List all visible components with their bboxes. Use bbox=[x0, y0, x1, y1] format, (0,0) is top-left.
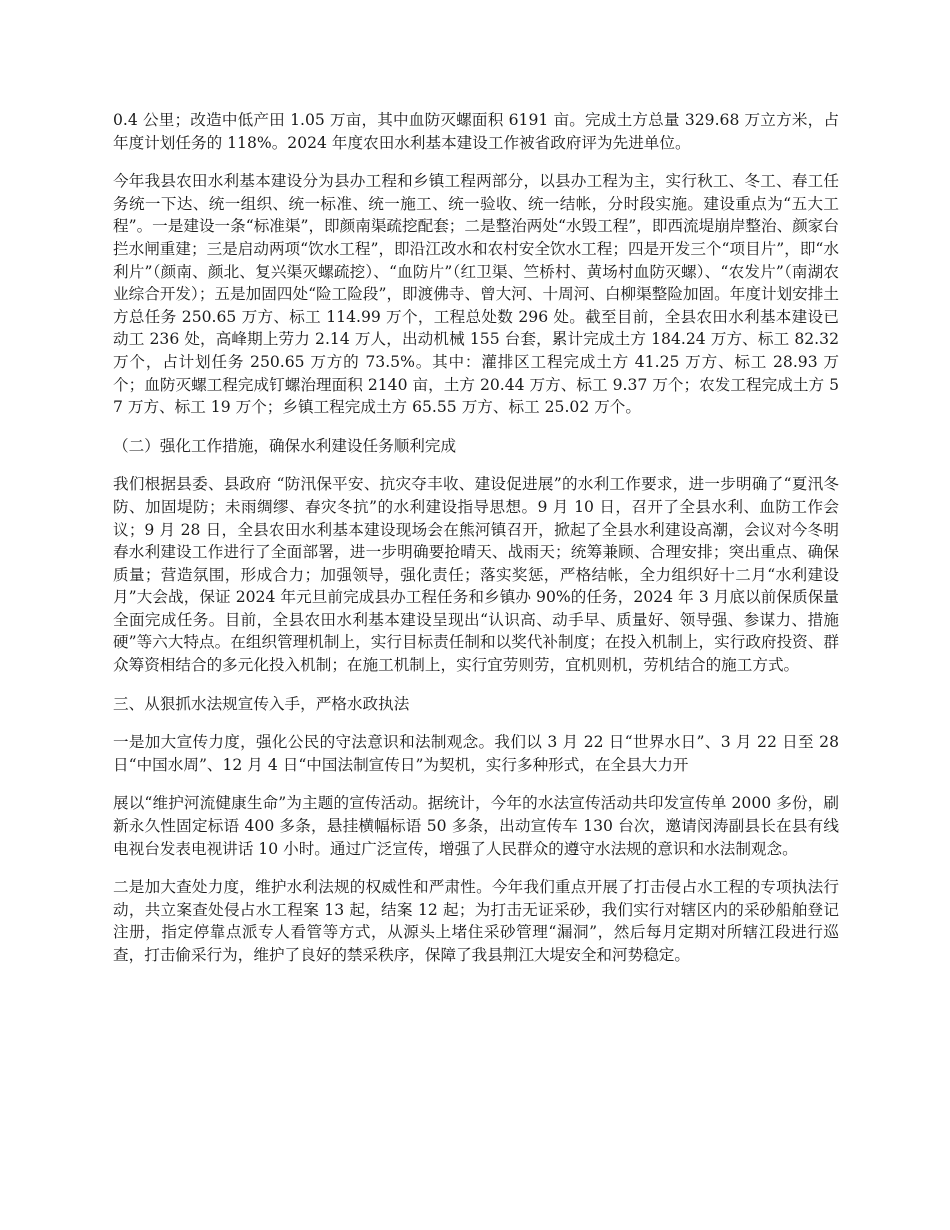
paragraph-publicity-stats: 展以“维护河流健康生命”为主题的宣传活动。据统计，今年的水法宣传活动共印发宣传单 2000 多份，刷新永久性固定标语 400 多条，悬挂横幅标语 50 多条，出动宣传车 130 台次，邀请闵涛副县长在县有线电视台发表电视讲话 10 小时。通过广泛宣传，增强了人民群众的遵守水法规的意识和水法制观念。 bbox=[113, 794, 839, 858]
paragraph-publicity-intro: 一是加大宣传力度，强化公民的守法意识和法制观念。我们以 3 月 22 日“世界水日”、3 月 22 日至 28 日“中国水周”、12 月 4 日“中国法制宣传日”为契机，实行多种形式，在全县大力开 bbox=[113, 733, 839, 774]
document-body bbox=[113, 109, 839, 983]
section-heading-law-enforcement: 三、从狠抓水法规宣传入手，严格水政执法 bbox=[113, 694, 410, 713]
paragraph-enforcement: 二是加大查处力度，维护水利法规的权威性和严肃性。今年我们重点开展了打击侵占水工程的专项执法行动，共立案查处侵占水工程案 13 起，结案 12 起；为打击无证采砂，我们实行对辖区内的采砂船舶登记注册，指定停靠点派专人看管等方式，从源头上堵住采砂管理“漏洞”，然后每月定期对所辖江段进行巡查，打击偷采行为，维护了良好的禁采秩序，保障了我县荆江大堤安全和河势稳定。 bbox=[113, 878, 839, 964]
section-heading-measures: （二）强化工作措施，确保水利建设任务顺利完成 bbox=[113, 436, 457, 455]
paragraph-measures: 我们根据县委、县政府 “防汛保平安、抗灾夺丰收、建设促进展”的水利工作要求，进一步明确了“夏汛冬防、加固堤防；未雨绸缪、春灾冬抗”的水利建设指导思想。9 月 10 日，召开了全县水利、血防工作会议；9 月 28 日，全县农田水利基本建设现场会在熊河镇召开，掀起了全县水利建设高潮，会议对今冬明春水利建设工作进行了全面部署，进一步明确要抢晴天、战雨天；统筹兼顾、合理安排；突出重点、确保质量；营造氛围，形成合力；加强领导，强化责任；落实奖惩，严格结帐，全力组织好十二月“水利建设月”大会战，保证 2024 年元旦前完成县办工程任务和乡镇办 90%的任务，2024 年 3 月底以前保质保量全面完成任务。目前，全县农田水利基本建设呈现出“认识高、动手早、质量好、领导强、参谋力、措施硬”等六大特点。在组织管理机制上，实行目标责任制和以奖代补制度；在投入机制上，实行政府投资、群众筹资相结合的多元化投入机制；在施工机制上，实行宜劳则劳，宜机则机，劳机结合的施工方式。 bbox=[113, 475, 839, 675]
paragraph-farmland-construction: 今年我县农田水利基本建设分为县办工程和乡镇工程两部分，以县办工程为主，实行秋工、冬工、春工任务统一下达、统一组织、统一标准、统一施工、统一验收、统一结帐，分时段实施。建设重点为“五大工程”。一是建设一条“标准渠”，即颜南渠疏挖配套；二是整治两处“水毁工程”，即西流堤崩岸整治、颜家台拦水闸重建；三是启动两项“饮水工程”，即沿江改水和农村安全饮水工程；四是开发三个“项目片”，即“水利片”（颜南、颜北、复兴渠灭螺疏挖）、“血防片”（红卫渠、竺桥村、黄场村血防灭螺）、“农发片”（南湖农业综合开发）；五是加固四处“险工险段”，即渡佛寺、曾大河、十周河、白柳渠整险加固。年度计划安排土方总任务 250.65 万方、标工 114.99 万个，工程总处数 296 处。截至目前，全县农田水利基本建设已动工 236 处，高峰期上劳力 2.14 万人，出动机械 155 台套，累计完成土方 184.24 万方、标工 82.32 万个，占计划任务 250.65 万方的 73.5%。其中：灌排区工程完成土方 41.25 万方、标工 28.93 万个；血防灭螺工程完成钉螺治理面积 2140 亩，土方 20.44 万方、标工 9.37 万个；农发工程完成土方 57 万方、标工 19 万个；乡镇工程完成土方 65.55 万方、标工 25.02 万个。 bbox=[113, 172, 839, 417]
paragraph-summary: 0.4 公里；改造中低产田 1.05 万亩，其中血防灭螺面积 6191 亩。完成土方总量 329.68 万立方米，占年度计划任务的 118%。2024 年度农田水利基本建设工作被省政府评为先进单位。 bbox=[113, 111, 839, 152]
